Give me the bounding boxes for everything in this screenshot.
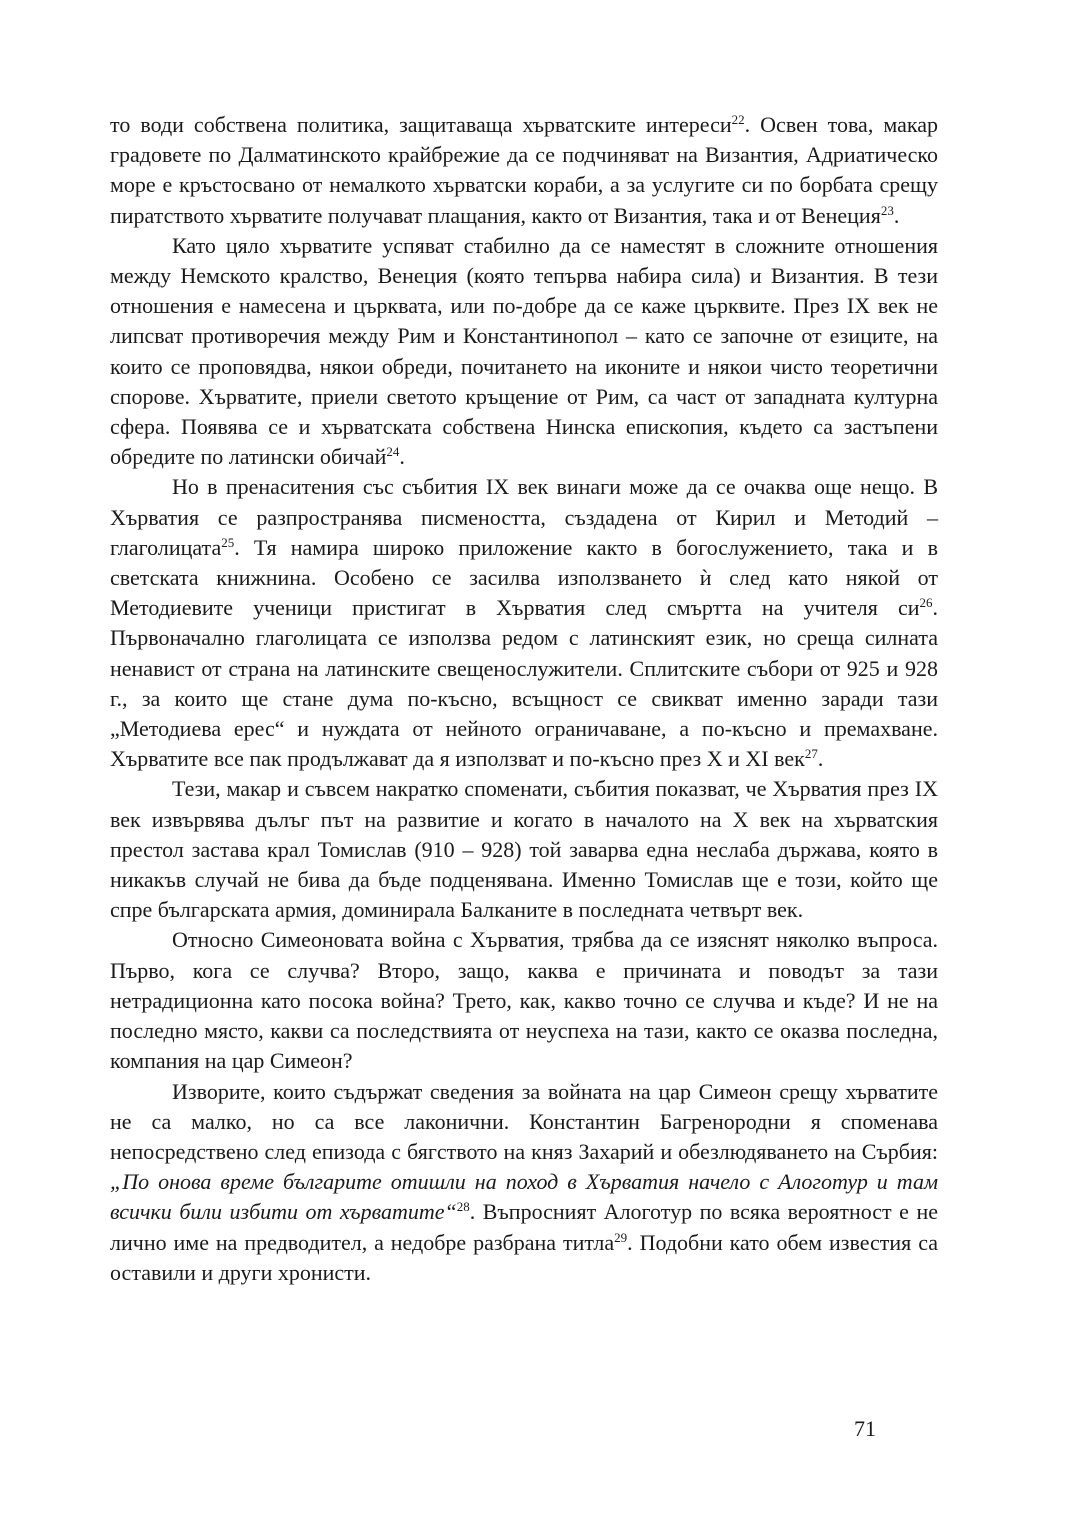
text-run: Тези, макар и съвсем накратко споменати, събития показват, че Хърватия през IX век извървява дълъг път на развитие и когато в началото на X век на хърватския престол застава крал Томислав (910 – 928) той заварва една неслаба държава, която в никакъв случай не бива да бъде подценявана. Именно Томислав ще е този, който ще спре българската армия, доминирала Балканите в последната четвърт век. (110, 776, 938, 923)
paragraph (110, 774, 938, 925)
text-run: Относно Симеоновата война с Хърватия, трябва да се изяснят няколко въпроса. Първо, кога се случва? Второ, защо, каква е причината и поводът за тази нетрадиционна като посока война? Трето, как, какво точно се случва и къде? И не на последно място, какви са последствията от неуспеха на тази, както се оказва последна, компания на цар Симеон? (110, 927, 938, 1074)
page-number: 71 (854, 1416, 876, 1441)
quotation: „По онова време българите отишли на поход в Хърватия начело с Алоготур и там всички били избити от хърватите“ (110, 1169, 938, 1225)
text-run: . Първоначално глаголицата се използва редом с латинският език, но среща силната ненавист от страна на латинските свещенослужители. Сплитските събори от 925 и 928 г., за които ще стане дума по-късно, всъщност се свикват именно заради тази „Методиева ерес“ и нуждата от нейното ограничаване, а по-късно и премахване. Хърватите все пак продължават да я използват и по-късно през X и XI век (110, 595, 938, 772)
text-run: . (817, 746, 824, 772)
footnote-ref: 25 (221, 534, 235, 550)
paragraph (110, 1077, 938, 1288)
text-run: . Освен това, макар градовете по Далматинското крайбрежие да се подчиняват на Византия, Адриатическо море е кръстосвано от немалкото хърватски кораби, а за услугите си по борбата срещу пиратството хърватите получават плащания, както от Византия, така и от Венеция (110, 112, 938, 228)
text-run: Изворите, които съдържат сведения за войната на цар Симеон срещу хърватите не са малко, но са все лаконични. Константин Багренородни я споменава непосредствено след епизода с бягството на княз Захарий и обезлюдяването на Сърбия: (110, 1078, 938, 1164)
footnote-ref: 29 (614, 1229, 628, 1245)
text-run: Но в пренаситения със събития IX век винаги може да се очаква още нещо. В Хърватия се разпространява писмеността, създадена от Кирил и Методий – глаголицата (110, 474, 938, 560)
paragraph (110, 472, 938, 774)
text-run: . (893, 202, 900, 228)
paragraph (110, 925, 938, 1076)
text-run: . (399, 444, 405, 470)
page-body (110, 110, 938, 1288)
text-run: . Подобни като обем известия са оставили и други хронисти. (110, 1229, 938, 1285)
text-run: . Въпросният Алоготур по всяка вероятност е не лично име на предводител, а недобре разбрана титла (110, 1199, 938, 1255)
footnote-ref: 24 (386, 444, 400, 460)
footnote-ref: 23 (880, 202, 894, 218)
paragraph (110, 110, 938, 231)
footnote-ref: 22 (731, 112, 745, 127)
text-run: то води собствена политика, защитаваща хърватските интереси (110, 112, 732, 137)
paragraph (110, 231, 938, 473)
text-run: . Тя намира широко приложение както в богослужението, така и в светската книжнина. Особено се засилва използването ѝ след като някой от Методиевите ученици пристигат в Хърватия след смъртта на учителя си (110, 534, 938, 621)
text-run: Като цяло хърватите успяват стабилно да се наместят в сложните отношения между Немското кралство, Венеция (която тепърва набира сила) и Византия. В тези отношения е намесена и църквата, или по-добре да се каже църквите. През IX век не липсват противоречия между Рим и Константинопол – като се започне от езиците, на които се проповядва, някои обреди, почитането на иконите и някои чисто теоретични спорове. Хърватите, приели светото кръщение от Рим, са част от западната културна сфера. Появява се и хърватската собствена Нинска епископия, където са застъпени обредите по латински обичай (110, 232, 938, 470)
footnote-ref: 26 (919, 595, 933, 611)
footnote-ref: 27 (804, 746, 818, 762)
footnote-ref: 28 (456, 1199, 470, 1215)
